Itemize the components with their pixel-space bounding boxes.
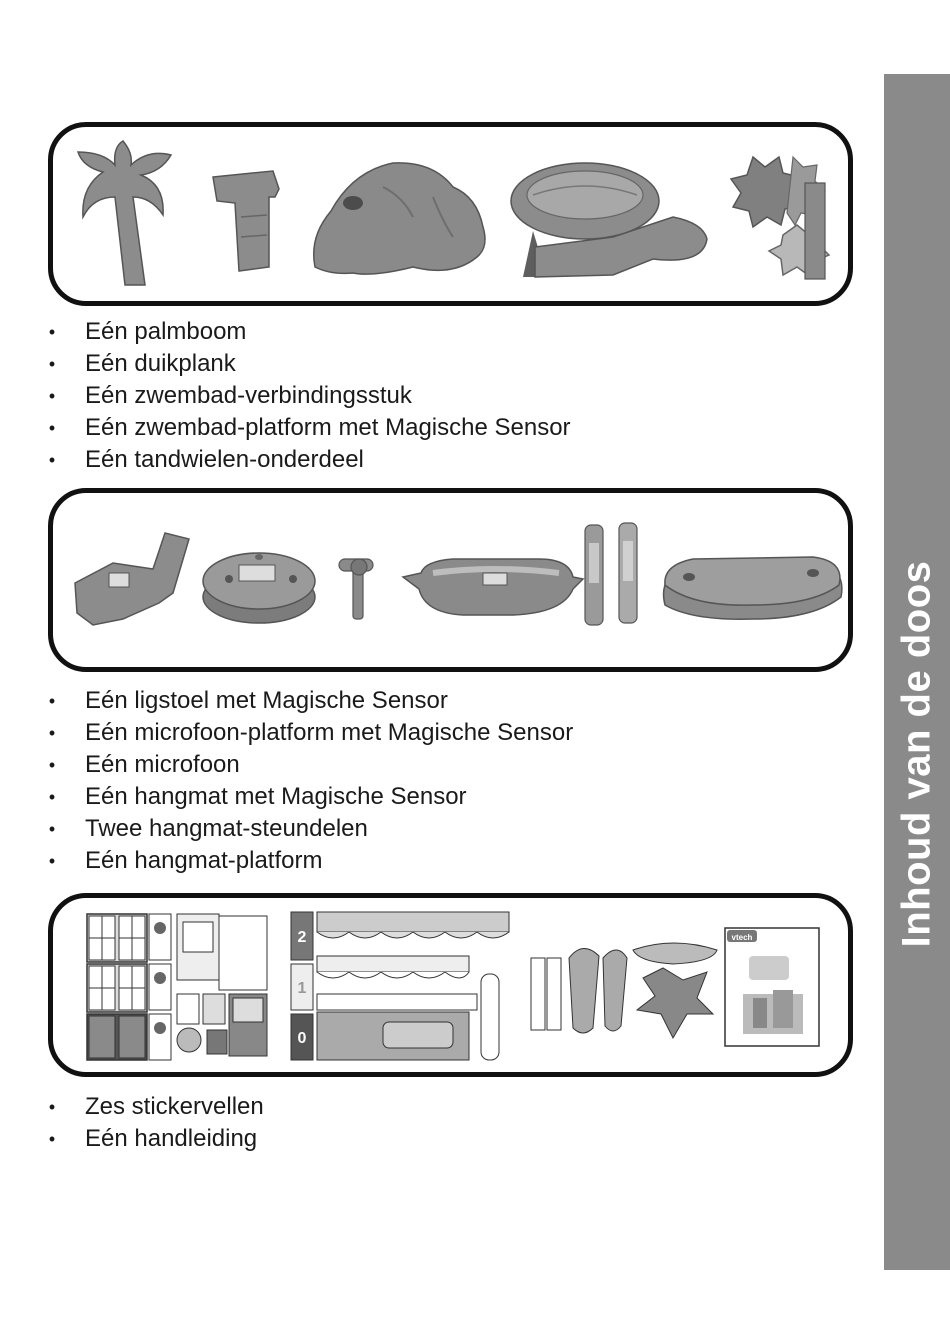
list-item: [44, 717, 573, 749]
list-item-text: Eén handleiding: [85, 1125, 258, 1152]
hammock-supports-image: [585, 523, 637, 625]
bullet-icon: •: [48, 723, 56, 743]
list-item: [44, 845, 573, 877]
list-item: [44, 380, 571, 412]
hammock-platform-image: [664, 557, 842, 619]
list-item: [44, 316, 571, 348]
parts-image-box-1: [48, 122, 853, 306]
sticker-sheet-windows-image: [87, 914, 171, 1060]
diving-board-image: [213, 171, 279, 271]
lounge-chair-image: [75, 533, 189, 625]
bullet-icon: •: [48, 1097, 56, 1117]
microphone-platform-image: [203, 553, 315, 623]
list-item: [44, 348, 571, 380]
floor-2-label: 2: [297, 929, 307, 946]
bullet-icon: •: [48, 819, 56, 839]
palm-tree-image: [78, 141, 171, 285]
list-item-text: Twee hangmat-steundelen: [85, 815, 368, 842]
sticker-sheet-labels-image: [531, 943, 717, 1038]
bullet-icon: •: [48, 450, 56, 470]
list-item-text: Eén hangmat met Magische Sensor: [85, 783, 467, 810]
list-item-text: Eén tandwielen-onderdeel: [85, 446, 364, 473]
brand-logo: vtech: [731, 933, 753, 942]
bullet-icon: •: [48, 787, 56, 807]
parts-image-box-2: [48, 488, 853, 672]
floor-0-label: 0: [297, 1030, 307, 1047]
bullet-icon: •: [48, 1129, 56, 1149]
bullet-icon: •: [48, 322, 56, 342]
pool-connector-image: [314, 163, 485, 274]
list-item: [44, 1123, 264, 1155]
floor-1-label: 1: [297, 980, 307, 997]
list-item-text: Eén hangmat-platform: [85, 847, 323, 874]
list-item-text: Eén duikplank: [85, 350, 236, 377]
list-item: [44, 444, 571, 476]
section-tab: [884, 74, 950, 1270]
list-item: [44, 813, 573, 845]
list-item: [44, 412, 571, 444]
pool-platform-image: [511, 163, 707, 277]
parts-image-box-3: [48, 893, 853, 1077]
hammock-image: [403, 559, 583, 615]
list-item: [44, 749, 573, 781]
sticker-sheet-floors-image: [291, 912, 509, 1060]
list-item-text: Eén microfoon-platform met Magische Sensor: [85, 719, 574, 746]
list-item: [44, 685, 573, 717]
microphone-image: [339, 559, 373, 619]
parts-list-2: [44, 685, 573, 877]
list-item-text: Eén ligstoel met Magische Sensor: [85, 687, 448, 714]
manual-image: [725, 928, 819, 1046]
bullet-icon: •: [48, 691, 56, 711]
sticker-sheet-room-image: [177, 914, 267, 1056]
parts-list-1: [44, 316, 571, 476]
list-item-text: Zes stickervellen: [85, 1093, 264, 1120]
list-item: [44, 1091, 264, 1123]
parts-list-3: [44, 1091, 264, 1155]
gears-part-image: [731, 157, 829, 279]
bullet-icon: •: [48, 386, 56, 406]
bullet-icon: •: [48, 418, 56, 438]
list-item: [44, 781, 573, 813]
bullet-icon: •: [48, 851, 56, 871]
list-item-text: Eén zwembad-platform met Magische Sensor: [85, 414, 571, 441]
list-item-text: Eén zwembad-verbindingsstuk: [85, 382, 412, 409]
section-title: Inhoud van de doos: [894, 560, 939, 948]
list-item-text: Eén palmboom: [85, 318, 247, 345]
list-item-text: Eén microfoon: [85, 751, 240, 778]
bullet-icon: •: [48, 755, 56, 775]
bullet-icon: •: [48, 354, 56, 374]
